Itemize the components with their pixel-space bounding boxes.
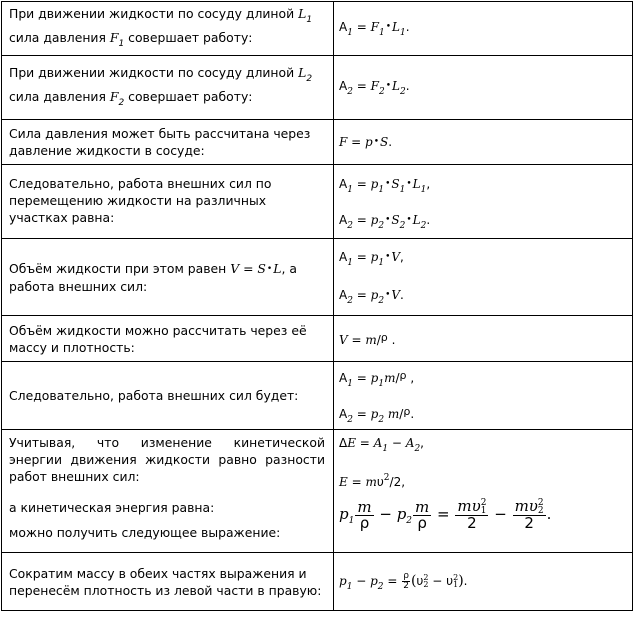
symbol: p <box>370 573 378 588</box>
operator: = <box>352 250 371 264</box>
formula <box>339 288 632 306</box>
punct: . <box>405 78 410 93</box>
subscript: 1 <box>378 184 385 195</box>
operator: = <box>347 332 366 347</box>
math-symbol: S <box>257 260 266 276</box>
punct: . <box>463 573 468 588</box>
formula-cell <box>334 316 633 362</box>
text-part: При движении жидкости по сосуду длиной <box>9 64 299 80</box>
text-part: , а работа внешних сил: <box>9 260 297 294</box>
math-symbol: V <box>230 260 240 276</box>
denominator: 2 <box>403 580 409 591</box>
symbol: p <box>396 505 407 523</box>
symbol: S <box>391 176 400 191</box>
text-part: Учитывая, что изменение кинетической энергии движения жидкости равно разности работ внешних сил: <box>9 435 325 484</box>
fraction <box>413 497 431 532</box>
symbol: F <box>370 19 379 34</box>
operator: / <box>399 406 404 421</box>
subscript: 2 <box>399 86 406 97</box>
symbol: mυ <box>457 497 481 515</box>
superscript: 2 <box>453 573 459 582</box>
operator: = <box>352 370 371 385</box>
operator: = <box>383 573 402 588</box>
symbol: A <box>405 436 415 450</box>
subscript: 2 <box>347 86 353 97</box>
denominator: 2 <box>467 514 477 532</box>
punct: , <box>410 370 415 385</box>
rho-symbol: ρ <box>380 330 388 344</box>
punct: . <box>546 505 552 523</box>
formula-cell <box>334 430 633 553</box>
fraction <box>513 499 546 531</box>
operator: /2, <box>389 475 406 489</box>
symbol: A <box>339 78 348 93</box>
subscript: 1 <box>420 184 427 195</box>
subscript: 2 <box>347 414 353 425</box>
table-row <box>2 430 633 553</box>
upsilon-symbol: υ <box>446 573 454 588</box>
subscript: 2 <box>406 516 413 526</box>
symbol: m <box>365 332 377 347</box>
operator: − <box>489 505 512 523</box>
symbol: p <box>339 573 347 588</box>
numerator: m <box>357 497 372 516</box>
punct: . <box>426 212 431 227</box>
fraction <box>402 572 410 591</box>
formula <box>339 330 396 347</box>
subscript: 1 <box>118 38 125 49</box>
symbol: F <box>339 135 348 149</box>
multiply-dot: • <box>385 252 391 262</box>
explanation-cell <box>2 430 334 553</box>
subscript: 1 <box>378 27 385 38</box>
upsilon-symbol: υ <box>376 475 384 489</box>
math-symbol: F <box>109 29 119 45</box>
formula <box>339 499 632 531</box>
punct: . <box>410 406 415 421</box>
symbol: p <box>370 250 379 264</box>
subscript: 2 <box>378 86 385 97</box>
table-row <box>2 239 633 316</box>
formula <box>339 369 632 389</box>
math-symbol: L <box>273 260 282 276</box>
formula-cell <box>334 2 633 56</box>
symbol: A <box>339 250 348 264</box>
operator: = <box>347 475 366 489</box>
table-row <box>2 362 633 430</box>
symbol: F <box>370 78 379 93</box>
text-part: Сила давления может быть рассчитана через давление жидкости в сосуде: <box>9 126 311 158</box>
explanation-cell <box>2 56 334 120</box>
multiply-dot: • <box>385 214 391 225</box>
operator: − <box>388 436 406 450</box>
multiply-dot: • <box>385 178 391 189</box>
symbol: L <box>392 78 400 93</box>
rho-symbol: ρ <box>399 368 407 382</box>
subscript: 1 <box>378 258 385 268</box>
superscript: 2 <box>423 573 429 582</box>
explanation-cell <box>2 316 334 362</box>
formula-cell <box>334 120 633 165</box>
subscript: 1 <box>347 258 353 268</box>
operator: = <box>352 176 371 191</box>
subscript: 1 <box>347 378 353 389</box>
text-part: сила давления <box>9 29 110 45</box>
formula-cell <box>334 553 633 611</box>
operator: = <box>239 260 258 276</box>
symbol: L <box>392 19 400 34</box>
symbol: m <box>365 475 377 489</box>
formula-cell <box>334 56 633 120</box>
subscript: 1 <box>399 184 406 195</box>
text-part: При движении жидкости по сосуду длиной <box>9 5 299 21</box>
symbol: mυ <box>514 497 538 515</box>
multiply-dot: • <box>406 178 412 189</box>
close-paren: ) <box>458 572 464 589</box>
subscript: 1 <box>382 444 389 454</box>
multiply-dot: • <box>385 290 391 300</box>
table-row <box>2 56 633 120</box>
subscript: 1 <box>348 516 355 526</box>
math-symbol: L <box>298 64 307 80</box>
symbol: m <box>387 406 400 421</box>
math-symbol: L <box>298 5 307 21</box>
operator: = <box>352 288 371 302</box>
operator: = <box>352 19 371 34</box>
subscript: 2 <box>537 506 544 516</box>
operator: = <box>355 436 374 450</box>
subscript: 2 <box>377 581 384 592</box>
operator: / <box>395 370 400 385</box>
formula <box>339 213 632 231</box>
text-part: Следовательно, работа внешних сил по перемещению жидкости на различных участках равна: <box>9 176 272 225</box>
symbol: V <box>339 332 348 347</box>
denominator: ρ <box>417 513 427 532</box>
derivation-table <box>1 1 633 611</box>
text-part: совершает работу: <box>124 88 253 104</box>
subscript: 2 <box>378 296 385 306</box>
text-part: Следовательно, работа внешних сил будет: <box>9 388 299 403</box>
formula <box>339 135 392 149</box>
superscript: 2 <box>383 473 390 483</box>
formula <box>339 405 632 425</box>
symbol: L <box>412 212 421 227</box>
punct: . <box>405 19 410 34</box>
multiply-dot: • <box>266 263 273 274</box>
fraction <box>355 497 373 532</box>
formula <box>339 177 632 195</box>
symbol: L <box>412 176 421 191</box>
symbol: V <box>391 288 401 302</box>
table-row <box>2 165 633 239</box>
formula <box>339 570 468 592</box>
sup-sub-stack <box>538 499 544 515</box>
subscript: 1 <box>453 580 459 589</box>
formula-cell <box>334 239 633 316</box>
subscript: 1 <box>480 506 487 516</box>
rho-symbol: ρ <box>403 404 411 418</box>
operator: − <box>428 573 447 588</box>
operator: = <box>432 505 455 523</box>
superscript: 2 <box>480 498 487 508</box>
symbol: A <box>339 406 348 421</box>
table-row <box>2 553 633 611</box>
upsilon-symbol: υ <box>416 573 424 588</box>
math-symbol: F <box>109 88 119 104</box>
symbol: A <box>339 19 348 34</box>
symbol: S <box>391 212 400 227</box>
formula <box>339 19 410 38</box>
operator: = <box>352 78 371 93</box>
subscript: 2 <box>347 296 353 306</box>
subscript: 2 <box>306 73 313 84</box>
symbol: E <box>347 436 356 450</box>
table-row <box>2 2 633 56</box>
symbol: p <box>370 212 379 227</box>
numerator: m <box>415 497 430 516</box>
formula <box>339 473 632 489</box>
subscript: 2 <box>399 220 406 231</box>
formula-cell <box>334 165 633 239</box>
sup-sub-stack <box>481 499 487 515</box>
symbol: A <box>373 436 383 450</box>
text-part: сила давления <box>9 88 110 104</box>
operator: = <box>347 135 366 149</box>
denominator: ρ <box>359 513 370 532</box>
punct: . <box>400 288 404 302</box>
text-part: а кинетическая энергия равна: <box>9 500 215 515</box>
text-part: можно получить следующее выражение: <box>9 525 281 540</box>
operator: = <box>352 212 371 227</box>
explanation-cell <box>2 553 334 611</box>
subscript: 2 <box>378 220 385 231</box>
text-part: Объём жидкости при этом равен <box>9 260 231 276</box>
delta-symbol: Δ <box>339 436 348 450</box>
fraction <box>455 499 488 531</box>
symbol: A <box>339 212 348 227</box>
text-part: Объём жидкости можно рассчитать через её массу и плотность: <box>9 322 307 355</box>
text-part: совершает работу: <box>124 29 253 45</box>
explanation-cell <box>2 239 334 316</box>
formula <box>339 436 632 454</box>
numerator: ρ <box>403 570 409 581</box>
table-row <box>2 316 633 362</box>
operator: / <box>376 332 381 347</box>
punct: , <box>400 250 404 264</box>
operator: = <box>352 406 371 421</box>
subscript: 1 <box>306 14 313 25</box>
symbol: V <box>391 250 401 264</box>
punct: . <box>391 332 396 347</box>
multiply-dot: • <box>385 80 392 91</box>
subscript: 1 <box>346 581 353 592</box>
symbol: p <box>370 176 379 191</box>
subscript: 2 <box>414 444 421 454</box>
subscript: 2 <box>423 580 429 589</box>
subscript: 1 <box>399 27 406 38</box>
symbol: p <box>370 370 379 385</box>
symbol: E <box>339 475 348 489</box>
multiply-dot: • <box>385 21 392 32</box>
symbol: p <box>339 505 349 523</box>
subscript: 2 <box>347 220 353 231</box>
explanation-cell <box>2 165 334 239</box>
explanation-cell <box>2 2 334 56</box>
subscript: 1 <box>378 378 385 389</box>
text-part: Сократим массу в обеих частях выражения и перенесём плотность из левой части в правую: <box>9 565 322 598</box>
symbol: m <box>384 370 396 385</box>
formula <box>339 250 632 268</box>
explanation-cell <box>2 120 334 165</box>
formula <box>339 78 410 97</box>
explanation-cell <box>2 362 334 430</box>
formula-cell <box>334 362 633 430</box>
multiply-dot: • <box>373 137 380 147</box>
punct: . <box>388 135 393 149</box>
punct: , <box>420 436 424 450</box>
symbol: S <box>380 135 389 149</box>
subscript: 2 <box>420 220 427 231</box>
table-row <box>2 120 633 165</box>
operator: − <box>374 505 397 523</box>
multiply-dot: • <box>406 214 412 225</box>
operator: − <box>352 573 371 588</box>
denominator: 2 <box>524 514 534 532</box>
symbol: p <box>370 406 379 421</box>
superscript: 2 <box>537 498 544 508</box>
subscript: 1 <box>347 27 353 38</box>
symbol: A <box>339 370 348 385</box>
subscript: 1 <box>347 184 353 195</box>
symbol: A <box>339 288 348 302</box>
symbol: p <box>365 135 373 149</box>
punct: , <box>426 176 431 191</box>
open-paren: ( <box>410 572 417 589</box>
subscript: 2 <box>118 97 125 108</box>
symbol: A <box>339 176 348 191</box>
subscript: 2 <box>378 414 385 425</box>
symbol: p <box>370 288 379 302</box>
